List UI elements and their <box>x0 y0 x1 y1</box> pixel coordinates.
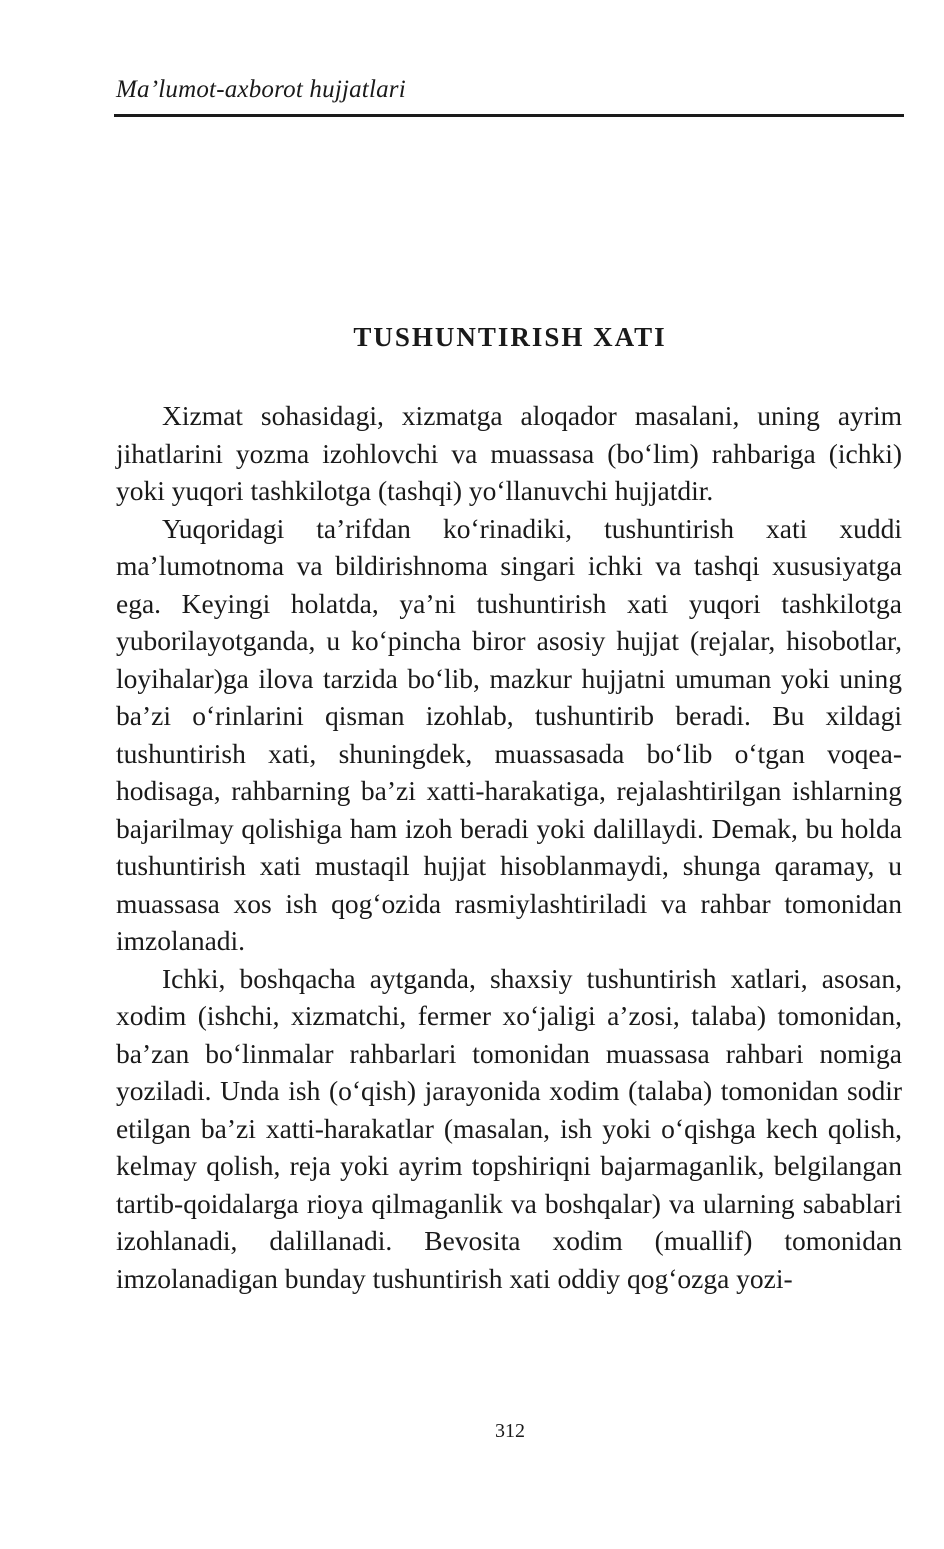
header-rule <box>114 114 904 117</box>
paragraph-internal: Ichki, boshqacha aytganda, shaxsiy tushuntirish xatlari, asosan, xodim (ishchi, xizmatchi, fermer xo‘jaligi a’zosi, talaba) tomonidan, ba’zan bo‘linmalar rahbarlari tomonidan muassasa rahbari nomiga yoziladi. Unda ish (o‘qish) jarayonida xodim (talaba) tomonidan sodir etilgan ba’zi xatti-harakatlar (masalan, ish yoki o‘qishga kech qolish, kelmay qolish, reja yoki ayrim topshiriqni bajarmaganlik, belgilangan tartib-qoidalarga rioya qilmaganlik va boshqalar) va ularning sabablari izohlanadi, dalillanadi. Bevosita xodim (muallif) tomonidan imzolanadigan bunday tushuntirish xati oddiy qog‘ozga yozi- <box>116 962 902 1294</box>
body-text <box>116 397 902 1297</box>
running-header: Ma’lumot-axborot hujjatlari <box>116 76 406 103</box>
page-number: 312 <box>495 1420 525 1442</box>
paragraph-external: Yuqoridagi ta’rifdan ko‘rinadiki, tushuntirish xati xuddi ma’lumotnoma va bildirishnoma singari ichki va tashqi xususiyatga ega. Keyingi holatda, ya’ni tushuntirish xati yuqori tashkilotga yuborilayotganda, u ko‘pincha biror asosiy hujjat (rejalar, hisobotlar, loyihalar)ga ilova tarzida bo‘lib, mazkur hujjatni umuman yoki uning ba’zi o‘rinlarini qisman izohlab, tushuntirib beradi. Bu xildagi tushuntirish xati, shuningdek, muassasada bo‘lib o‘tgan voqea-hodisaga, rahbarning ba’zi xatti-harakatiga, rejalashtirilgan ishlarning bajarilmay qolishiga ham izoh beradi yoki dalillaydi. Demak, bu holda tushuntirish xati mustaqil hujjat hisoblanmaydi, shunga qaramay, u muassasa xos ish qog‘ozida rasmiylashtiriladi va rahbar tomonidan imzolanadi. <box>116 512 902 956</box>
section-title: TUSHUNTIRISH XATI <box>353 322 667 352</box>
paragraph-definition: Xizmat sohasidagi, xizmatga aloqador masalani, uning ayrim jihatlarini yozma izohlovchi va muassasa (bo‘lim) rahbariga (ichki) yoki yuqori tashkilotga (tashqi) yo‘llanuvchi hujjatdir. <box>116 400 902 506</box>
